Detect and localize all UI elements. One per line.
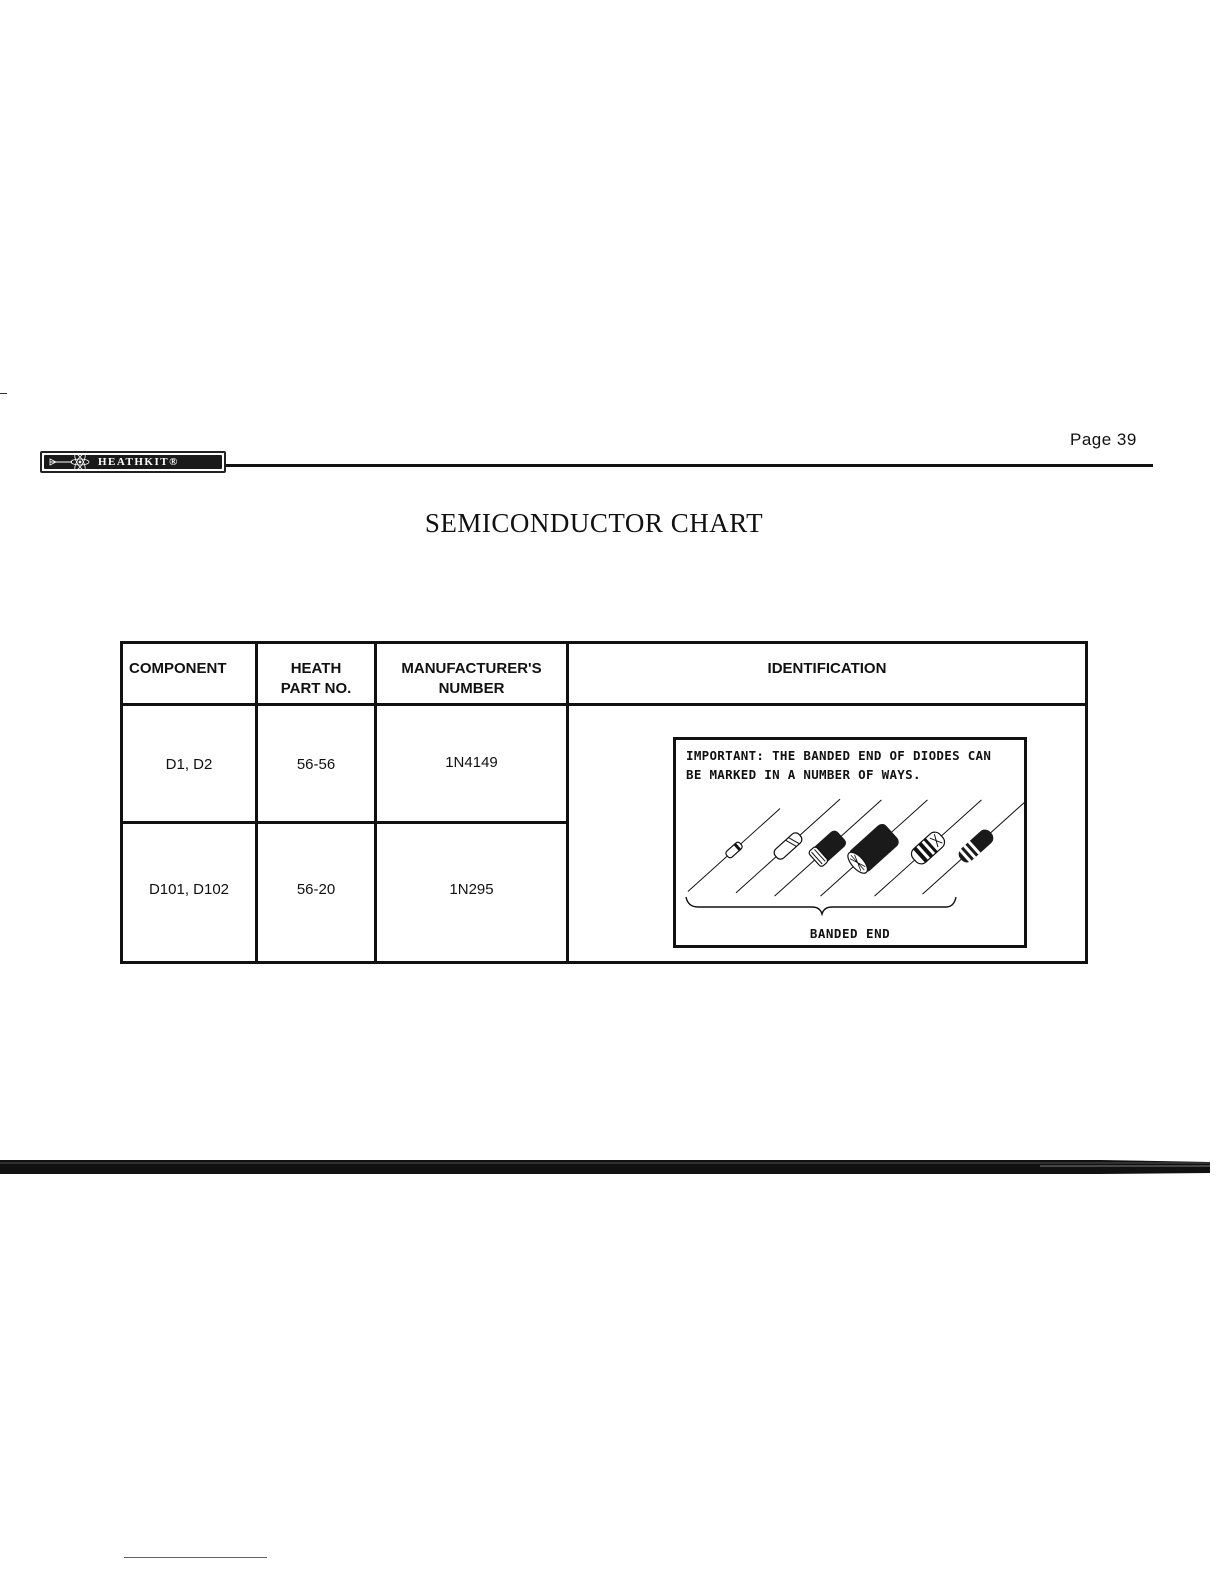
heathkit-logo	[40, 451, 226, 473]
header-heath-part-line2: PART NO.	[280, 680, 352, 697]
identification-note-line1: IMPORTANT: THE BANDED END OF DIODES CAN	[686, 748, 992, 763]
header-manufacturer-number	[377, 659, 566, 699]
footer-rule	[0, 1159, 1210, 1175]
banded-end-label: BANDED END	[809, 926, 891, 941]
header-mfr-line2: NUMBER	[438, 680, 505, 697]
header-divider	[123, 703, 1085, 706]
column-divider	[566, 644, 569, 961]
header-rule	[226, 464, 1153, 467]
atom-emblem-icon	[48, 455, 96, 469]
scan-mark	[0, 393, 7, 394]
table-cell-component: D101, D102	[148, 881, 230, 898]
page-title: SEMICONDUCTOR CHART	[424, 508, 764, 538]
table-cell-manufacturer-number: 1N295	[449, 881, 494, 898]
header-mfr-line1: MANUFACTURER'S	[401, 660, 542, 677]
diode-glass-small-icon	[685, 806, 783, 895]
identification-note-line2: BE MARKED IN A NUMBER OF WAYS.	[686, 767, 921, 782]
semiconductor-table	[120, 641, 1088, 964]
page-number: Page 39	[1070, 430, 1137, 449]
table-cell-component: D1, D2	[165, 756, 213, 773]
identification-note	[686, 746, 1026, 784]
scan-artifact-line	[124, 1557, 267, 1558]
banded-end-brace	[686, 897, 956, 914]
diode-band-markings-illustration	[676, 780, 1024, 920]
identification-panel	[673, 737, 1027, 948]
table-cell-manufacturer-number: 1N4149	[445, 754, 498, 771]
logo-text: HEATHKIT®	[98, 456, 179, 468]
header-identification: IDENTIFICATION	[767, 660, 887, 677]
header-heath-part	[258, 659, 374, 699]
table-cell-heath-part: 56-20	[296, 881, 336, 898]
header-heath-part-line1: HEATH	[290, 660, 342, 677]
header-component: COMPONENT	[129, 660, 227, 677]
table-cell-heath-part: 56-56	[296, 756, 336, 773]
row-divider	[123, 821, 566, 824]
